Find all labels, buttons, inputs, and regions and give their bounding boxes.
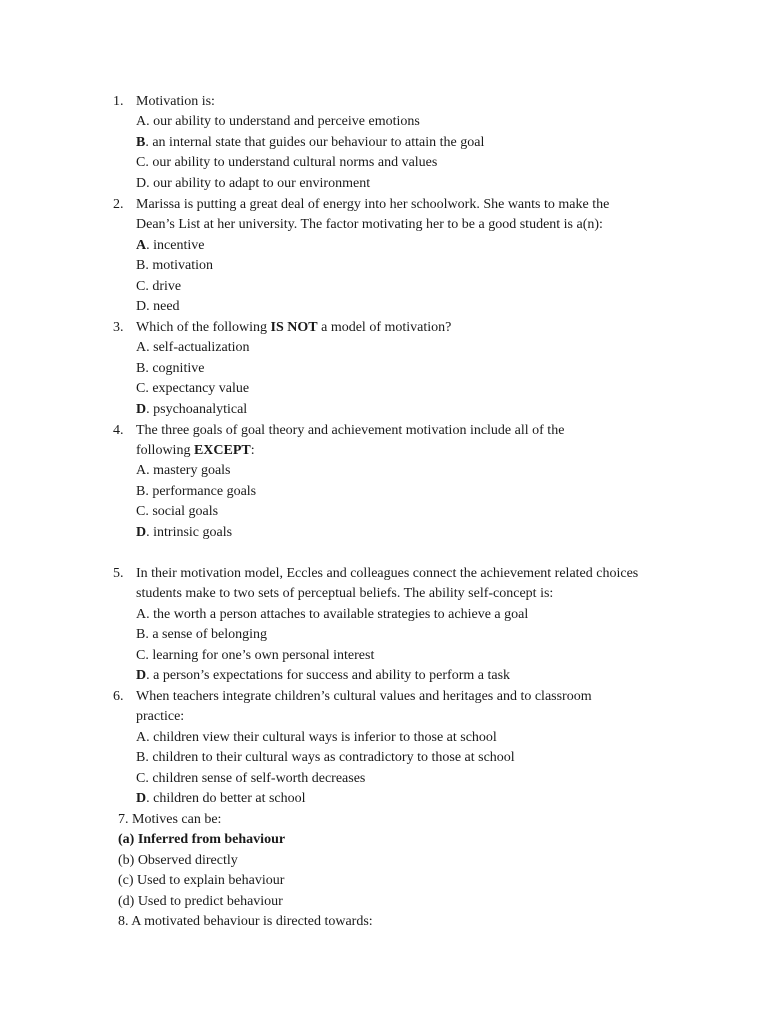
question-6-stem-line-2: practice:: [136, 709, 185, 724]
question-2-option-a: A. incentive: [136, 238, 205, 253]
question-3-option-a: A. self-actualization: [136, 340, 250, 355]
question-4-stem-line-1: The three goals of goal theory and achievement motivation include all of the: [136, 423, 565, 438]
question-4-stem-line-2: following EXCEPT:: [136, 443, 255, 458]
question-3-option-c: C. expectancy value: [136, 381, 250, 396]
question-3-option-b: B. cognitive: [136, 361, 205, 376]
question-2-option-c: C. drive: [136, 279, 182, 294]
question-4-option-d: D. intrinsic goals: [136, 525, 233, 540]
question-3-stem: Which of the following IS NOT a model of motivation?: [136, 320, 452, 335]
question-1-option-c: C. our ability to understand cultural norms and values: [136, 155, 438, 170]
question-3-number: 3.: [113, 320, 124, 335]
question-2-option-b: B. motivation: [136, 258, 214, 273]
question-5-option-b: B. a sense of belonging: [136, 627, 268, 642]
question-2-number: 2.: [113, 197, 124, 212]
question-4-number: 4.: [113, 423, 124, 438]
question-5-stem-line-2: students make to two sets of perceptual beliefs. The ability self-concept is:: [136, 586, 554, 601]
question-6-number: 6.: [113, 689, 124, 704]
question-7-stem: 7. Motives can be:: [118, 812, 222, 827]
question-7-option-c: (c) Used to explain behaviour: [118, 873, 285, 888]
question-5-stem-line-1: In their motivation model, Eccles and colleagues connect the achievement related choices: [136, 566, 639, 581]
question-2-stem-line-2: Dean’s List at her university. The factor motivating her to be a good student is a(n):: [136, 217, 603, 232]
question-1-option-d: D. our ability to adapt to our environment: [136, 176, 371, 191]
question-5-option-d: D. a person’s expectations for success and ability to perform a task: [136, 668, 511, 683]
question-6-option-a: A. children view their cultural ways is inferior to those at school: [136, 730, 497, 745]
question-3-option-d: D. psychoanalytical: [136, 402, 248, 417]
question-1-number: 1.: [113, 94, 124, 109]
question-1-option-b: B. an internal state that guides our behaviour to attain the goal: [136, 135, 485, 150]
question-1-option-a: A. our ability to understand and perceive emotions: [136, 114, 420, 129]
question-5-option-a: A. the worth a person attaches to available strategies to achieve a goal: [136, 607, 529, 622]
question-7-option-d: (d) Used to predict behaviour: [118, 894, 283, 909]
question-2-stem-line-1: Marissa is putting a great deal of energy into her schoolwork. She wants to make the: [136, 197, 610, 212]
question-7-option-b: (b) Observed directly: [118, 853, 238, 868]
question-7-option-a: (a) Inferred from behaviour: [118, 832, 286, 847]
question-6-option-b: B. children to their cultural ways as contradictory to those at school: [136, 750, 515, 765]
question-4-option-b: B. performance goals: [136, 484, 257, 499]
question-4-option-a: A. mastery goals: [136, 463, 231, 478]
question-5-option-c: C. learning for one’s own personal interest: [136, 648, 375, 663]
question-6-option-c: C. children sense of self-worth decreases: [136, 771, 366, 786]
question-1-stem: Motivation is:: [136, 94, 215, 109]
question-5-number: 5.: [113, 566, 124, 581]
question-4-option-c: C. social goals: [136, 504, 219, 519]
question-6-option-d: D. children do better at school: [136, 791, 306, 806]
question-6-stem-line-1: When teachers integrate children’s cultural values and heritages and to classroom: [136, 689, 592, 704]
question-2-option-d: D. need: [136, 299, 180, 314]
question-8-stem: 8. A motivated behaviour is directed towards:: [118, 914, 373, 929]
